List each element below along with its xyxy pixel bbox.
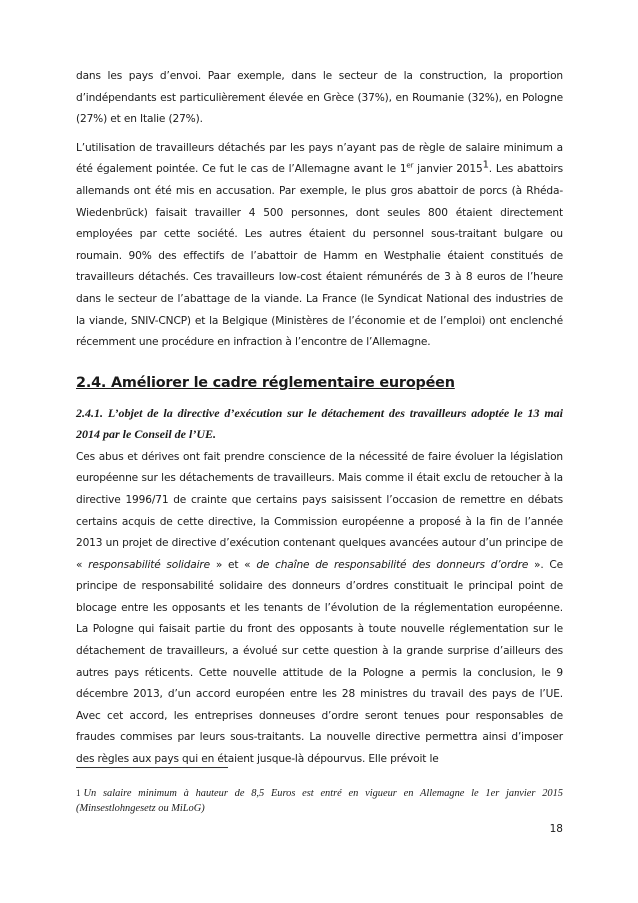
footnote xyxy=(76,786,563,816)
italic-term: de chaîne de responsabilité des donneurs d’ordre xyxy=(256,558,529,571)
paragraph-text: L’utilisation de travailleurs détachés par les pays n’ayant pas de règle de salaire minimum a été également pointée. Ce fut le cas de l’Allemagne avant le 1 xyxy=(76,141,563,176)
paragraph-text: » et « xyxy=(210,558,257,571)
footnote-reference[interactable]: 1 xyxy=(482,159,489,171)
paragraph-text: Ces abus et dérives ont fait prendre conscience de la nécessité de faire évoluer la législation européenne sur les détachements de travailleurs. Mais comme il était exclu de retoucher à la directive 1996/71 de crainte que certains pays saisissent l’occasion de remettre en débats certains acquis de cette directive, la Commission européenne a proposé à la fin de l’année 2013 un projet de directive d’exécution contenant quelques avancées autour d’un principe de « xyxy=(76,450,563,571)
footnote-separator xyxy=(76,767,228,768)
superscript-ordinal: er xyxy=(406,161,414,170)
paragraph-text: ». Ce principe de responsabilité solidaire des donneurs d’ordres constituait le principal point de blocage entre les opposants et les tenants de l’évolution de la réglementation européenne. La Pologne qui faisait partie du front des opposants à toute nouvelle réglementation sur le détachement de travailleurs, a évolué sur cette question à la grande surprise d’ailleurs des autres pays réticents. Cette nouvelle attitude de la Pologne a permis la conclusion, le 9 décembre 2013, d’un accord européen entre les 28 ministres du travail des pays de l’UE. Avec cet accord, les entreprises donneuses d’ordre seront tenues pour responsables de fraudes commises par leurs sous-traitants. La nouvelle directive permettra ainsi d’imposer des règles aux pays qui en étaient jusque-là dépourvus. Elle prévoit le xyxy=(76,558,563,766)
subsection-heading: 2.4.1. L’objet de la directive d’exécution sur le détachement des travailleurs adoptée le 13 mai 2014 par le Conseil de l’UE. xyxy=(76,405,563,441)
paragraph-directive xyxy=(76,447,563,771)
footnote-number: 1 xyxy=(76,788,81,798)
section-heading: 2.4. Améliorer le cadre réglementaire européen xyxy=(76,374,455,391)
page-number: 18 xyxy=(549,823,563,835)
paragraph-posted-workers xyxy=(76,138,563,354)
paragraph-text: . Les abattoirs allemands ont été mis en accusation. Par exemple, le plus gros abattoir de porcs (à Rhéda-Wiedenbrück) faisait travailler 4 500 personnes, dont seules 800 étaient directement employées par cette société. Les autres étaient du personnel sous-traitant bulgare ou roumain. 90% des effectifs de l’abattoir de Hamm en Westphalie étaient constitués de travailleurs détachés. Ces travailleurs low-cost étaient rémunérés de 3 à 8 euros de l’heure dans le secteur de l’abattage de la viande. La France (le Syndicat National des industries de la viande, SNIV-CNCP) et la Belgique (Ministères de l’économie et de l’emploi) ont enclenché récemment une procédure en infraction à l’encontre de l’Allemagne. xyxy=(76,163,564,349)
page-body xyxy=(76,66,563,771)
paragraph-text: janvier 2015 xyxy=(413,163,483,176)
italic-term: responsabilité solidaire xyxy=(88,558,210,571)
paragraph-construction xyxy=(76,66,563,131)
paragraph-text: dans les pays d’envoi. Paar exemple, dans le secteur de la construction, la proportion d’indépendants est particulièrement élevée en Grèce (37%), en Roumanie (32%), en Pologne (27%) et en Italie (27%). xyxy=(76,70,563,126)
footnote-text: Un salaire minimum à hauteur de 8,5 Euros est entré en vigueur en Allemagne le 1er janvier 2015 (Minsestlohngesetz ou MiLoG) xyxy=(76,788,563,814)
